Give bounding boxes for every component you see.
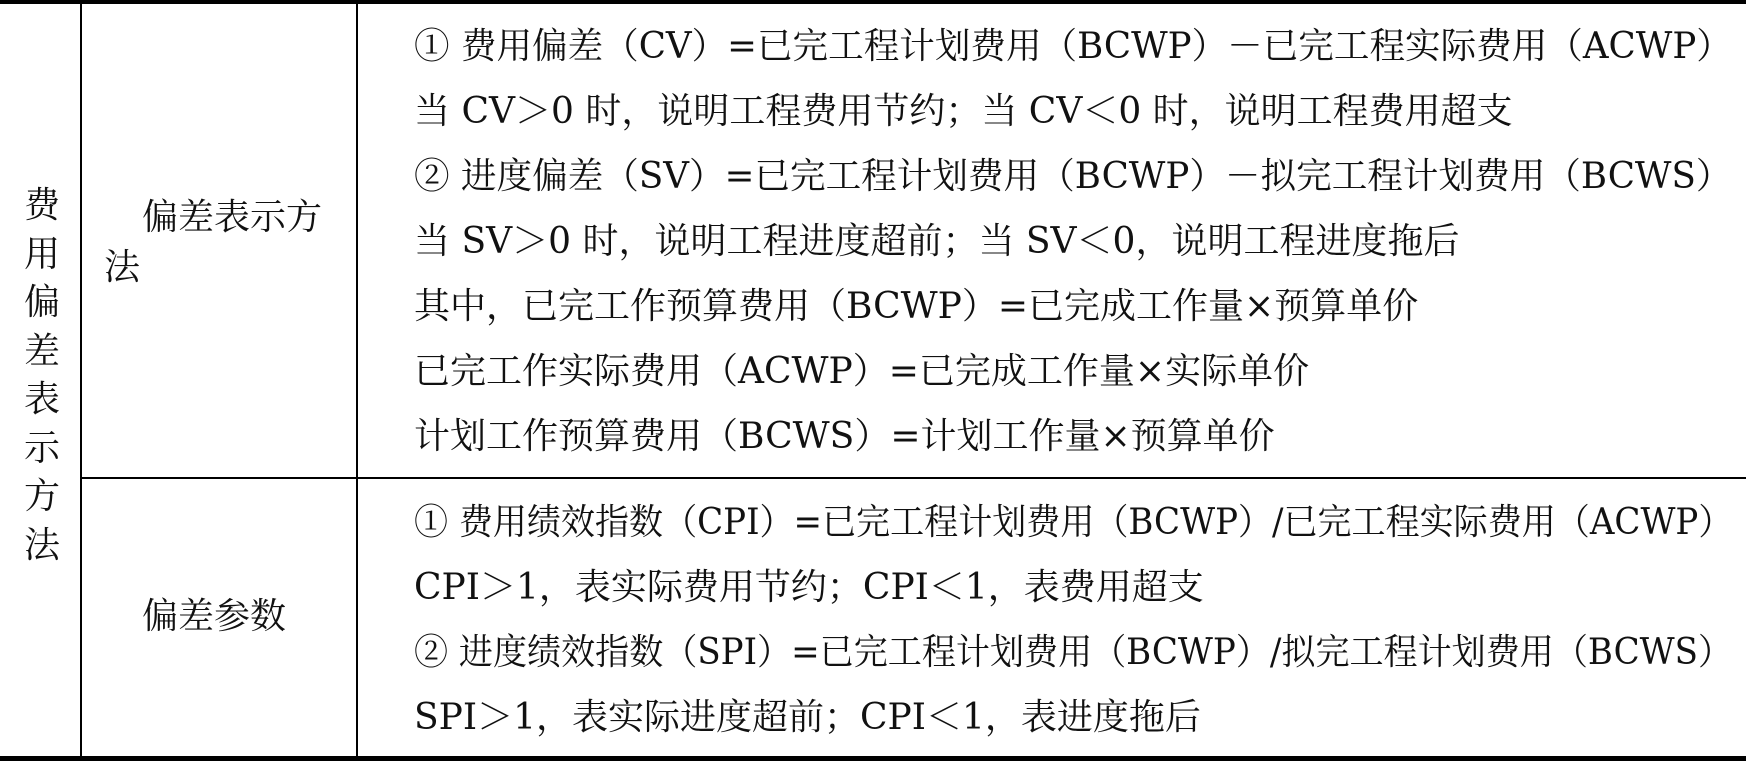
section-divider	[82, 477, 1746, 479]
category-char: 法	[24, 524, 61, 566]
content-line: ② 进度绩效指数（SPI）=已完工程计划费用（BCWP）/拟完工程计划费用（BCWS）	[414, 632, 1733, 673]
table-bottom-border	[0, 756, 1746, 761]
category-char: 差	[24, 330, 61, 372]
category-char: 方	[24, 476, 61, 517]
category-char: 偏	[24, 282, 61, 323]
section-title-line2: 法	[104, 247, 141, 288]
category-label	[24, 182, 61, 570]
content-line: ① 费用偏差（CV）=已完工程计划费用（BCWP）－已完工程实际费用（ACWP）	[414, 26, 1732, 67]
content-line: SPI＞1，表实际进度超前；CPI＜1，表进度拖后	[414, 697, 1201, 738]
category-char: 用	[24, 233, 61, 275]
category-char: 示	[24, 427, 61, 469]
content-line: 已完工作实际费用（ACWP）=已完成工作量×实际单价	[414, 351, 1310, 392]
table-top-border	[0, 0, 1746, 4]
column-divider-2	[356, 0, 358, 761]
content-line: ① 费用绩效指数（CPI）=已完工程计划费用（BCWP）/已完工程实际费用（ACWP）	[414, 502, 1733, 543]
content-line: 当 CV＞0 时，说明工程费用节约；当 CV＜0 时，说明工程费用超支	[414, 91, 1513, 132]
content-line: 其中，已完工作预算费用（BCWP）=已完成工作量×预算单价	[414, 286, 1419, 327]
category-char: 费	[24, 185, 61, 226]
category-char: 表	[24, 379, 61, 420]
content-line: CPI＞1，表实际费用节约；CPI＜1，表费用超支	[414, 567, 1204, 608]
content-line: 计划工作预算费用（BCWS）=计划工作量×预算单价	[414, 416, 1275, 457]
content-line: ② 进度偏差（SV）=已完工程计划费用（BCWP）－拟完工程计划费用（BCWS）	[414, 156, 1732, 197]
section-title-line1: 偏差表示方	[142, 197, 323, 238]
column-divider-1	[80, 0, 82, 761]
section-title: 偏差参数	[142, 596, 287, 637]
content-line: 当 SV＞0 时，说明工程进度超前；当 SV＜0，说明工程进度拖后	[414, 221, 1460, 262]
